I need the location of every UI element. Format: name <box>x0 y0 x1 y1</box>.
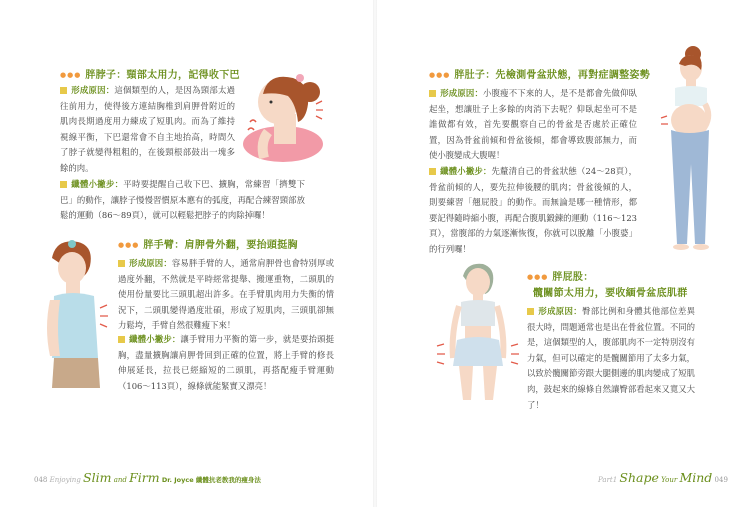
left-footer: 048 Enjoying Slim and Firm Dr. Joyce 纖體抗老教我的瘦身法 <box>34 470 261 485</box>
neck-cause-paragraph: 形成原因：這個類型的人，是因為頸部太過往前用力，使得後方連結胸椎到肩胛骨附近的肌肉長期過度用力練成了短肌肉。而為了維持視線平衡，下巴還常會不自主地抬高，時間久了脖子就變得粗粗的，在後頸根部鼓出一塊多餘的肉。 <box>60 85 236 173</box>
bullet-icon <box>60 181 67 188</box>
bullet-icon <box>60 87 67 94</box>
star-ornament-icon: ●●● <box>118 241 140 249</box>
book-brand: Dr. Joyce 纖體抗老教我的瘦身法 <box>161 476 261 484</box>
neck-tip-paragraph: 纖體小撇步：平時要提醒自己收下巴、擴胸，常練習「擠雙下巴」的動作，讓脖子慢慢習慣原本應有的弧度，再配合練習頸部放鬆的運動（86～89頁），就可以輕鬆把脖子的肉除掉囉！ <box>60 179 306 221</box>
bullet-icon <box>118 336 125 343</box>
belly-tip-paragraph: 纖體小撇步：先釐清自己的骨盆狀態（24～28頁），骨盆前傾的人，要先拉伸後腰的肌肉；骨盆後傾的人，則要練習「翹屁股」的動作。而無論是哪一種情形，都要記得隨時縮小腹，再配合腹肌鍛鍊的運動（116～123頁），當腹部的力氣逐漸恢復，你就可以脫離「小腹婆」的行列囉！ <box>429 166 637 254</box>
hips-section-title-line2: 髖關節太用力，要收緬骨盆底肌群 <box>533 288 688 299</box>
belly-cause-paragraph: 形成原因：小腹瘦不下來的人，是不是都會先做仰臥起坐，想讓肚子上多餘的肉消下去呢？仰臥起坐可不是誰做都有效，首先要觀察自己的骨盆是否處於正確位置，因為骨盆前傾和骨盆後傾，都會導致腹部無力，而使小腹變成大腹喔！ <box>429 88 638 161</box>
neck-section-title: ●●● 胖脖子：頸部太用力，記得收下巴 <box>60 70 240 81</box>
hips-woman-illustration <box>433 262 523 402</box>
bullet-icon <box>429 168 436 175</box>
arm-section-title: ●●● 胖手臂：肩胛骨外翻，要抬頭挺胸 <box>118 240 298 251</box>
right-page-number: 049 <box>714 476 728 484</box>
bullet-icon <box>429 90 436 97</box>
right-footer: Part1 Shape Your Mind 049 <box>598 470 728 485</box>
right-page <box>375 0 750 507</box>
arm-cause-paragraph: 形成原因：容易胖手臂的人，通常肩胛骨也會特別厚或過度外翻，不然就是平時經常提舉、搬運重物，二頭肌的使用份量要比三頭肌超出許多。在手臂肌肉用力失衡的情況下，二頭肌變得過度壯碩，形成了短肌肉，三頭肌卻無力鬆垮，手臂自然很難瘦下來！ <box>118 258 334 331</box>
bullet-icon <box>527 308 534 315</box>
star-ornament-icon: ●●● <box>527 273 549 281</box>
left-page-number: 048 <box>34 476 48 484</box>
arm-tip-paragraph: 纖體小撇步：讓手臂用力平衡的第一步，就是要抬頭挺胸，盡量擴胸讓肩胛骨回到正確的位置，將上手臂的修長伸展延長，拉長已經縮短的二頭肌，再搭配瘦手臂運動（106～113頁），線條就能緊實又漂亮！ <box>118 334 335 391</box>
arm-woman-illustration <box>42 238 112 388</box>
star-ornament-icon: ●●● <box>60 71 82 79</box>
bullet-icon <box>118 260 125 267</box>
neck-woman-illustration <box>238 64 328 164</box>
belly-woman-illustration <box>657 44 727 254</box>
hips-section-title-line1: ●●● 胖屁股： <box>527 272 594 283</box>
belly-section-title: ●●● 胖肚子：先檢測骨盆狀態，再對症調整姿勢 <box>429 70 651 81</box>
hips-cause-paragraph: 形成原因：臀部比例和身體其他部位差異很大時，問題通常也是出在骨盆位置。不同的是，這個類型的人，腹部肌肉不一定特別沒有力氣，但可以確定的是髖關節用了太多力氣，以致於髖關節旁跟大腿側邊的肌肉變成了短肌肉，鼓起來的線條自然讓臀部看起來又寬又大了！ <box>527 306 696 410</box>
star-ornament-icon: ●●● <box>429 71 451 79</box>
